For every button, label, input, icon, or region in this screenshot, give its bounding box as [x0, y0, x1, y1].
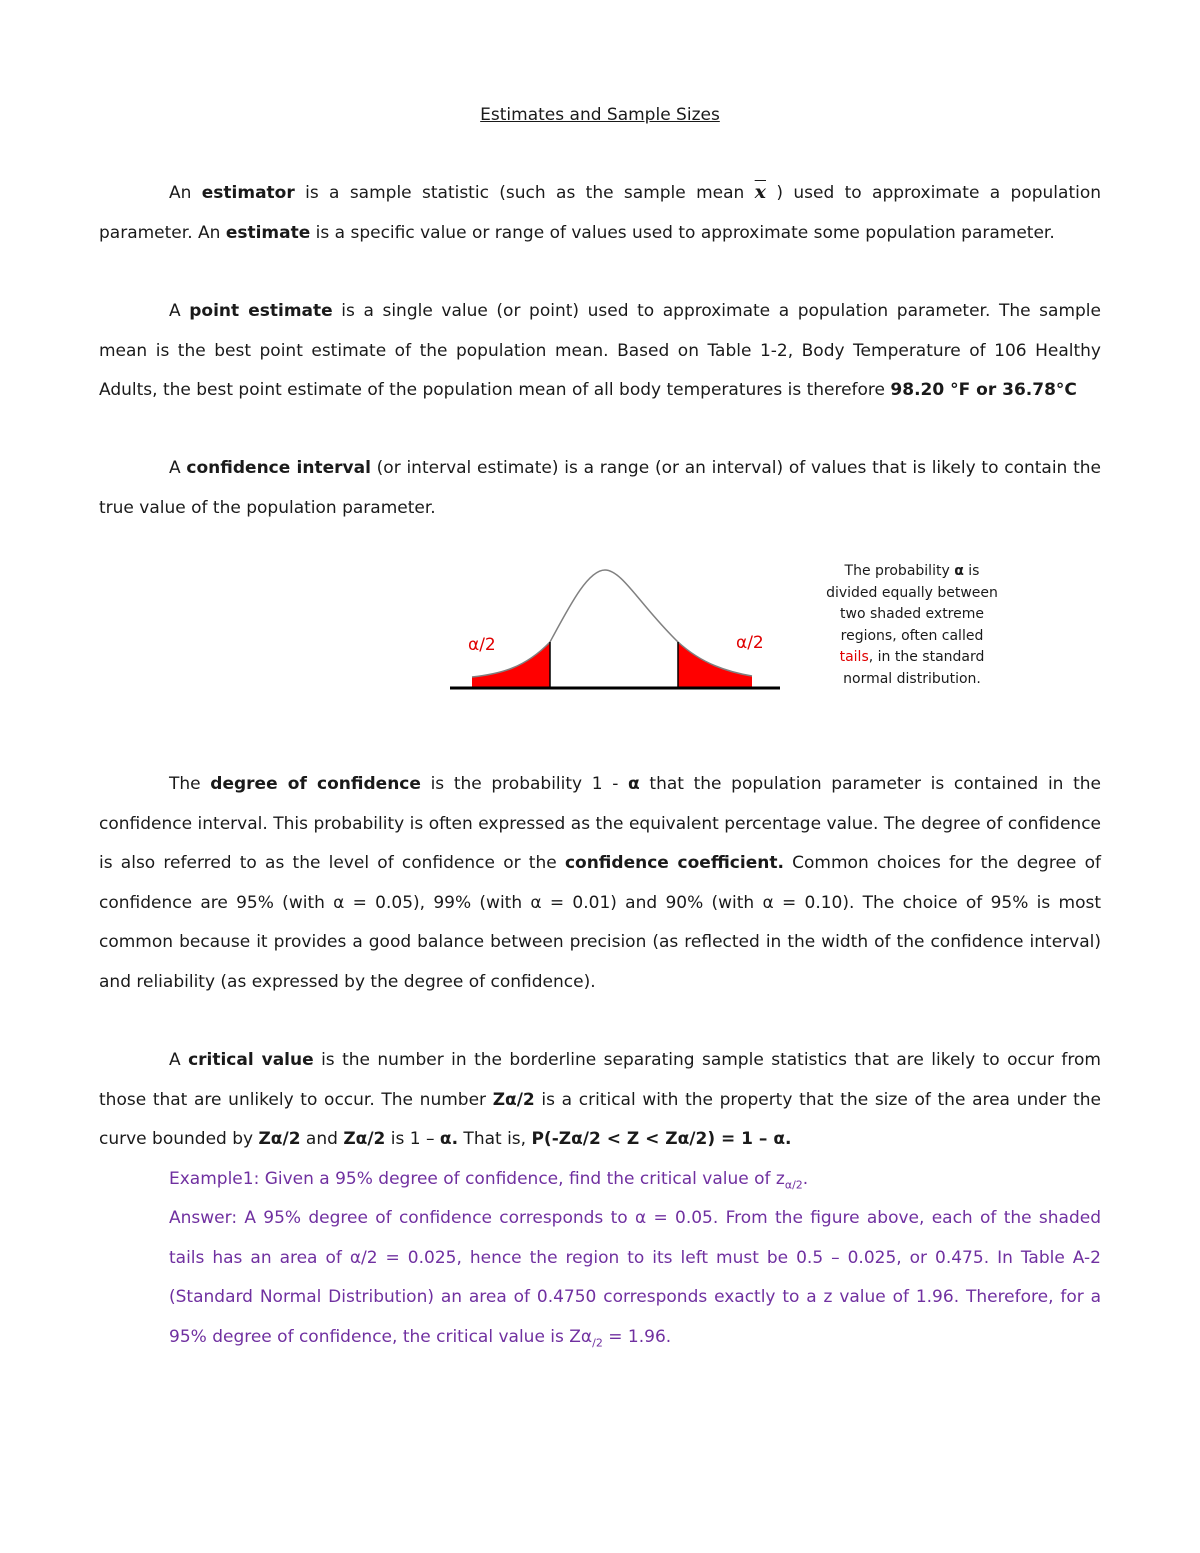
subscript: /2 — [592, 1335, 603, 1349]
subscript: α/2 — [784, 1178, 803, 1192]
paragraph-point-estimate — [99, 292, 1101, 411]
paragraph-estimator — [99, 173, 1101, 253]
text: . — [802, 1169, 809, 1189]
text: , in the standard normal distribution. — [843, 649, 985, 687]
term-estimator: estimator — [201, 183, 295, 203]
text: is a single value (or point) used to approximate a population parameter. The sample mean is the best point estimate of the population mean. Based on Table 1-2, Body Temperature of 106 Healthy Adults, the best point estimate of the population mean of all body temperatures is therefore — [99, 301, 1101, 400]
text: is the number in the borderline separating sample statistics that are likely to occur from those that are unlikely to occur. The number — [99, 1050, 1101, 1110]
bell-curve — [472, 570, 752, 677]
z-alpha-half: Zα/2 — [492, 1089, 535, 1110]
text: is 1 – — [385, 1129, 440, 1149]
text: is a specific value or range of values used to approximate some population parameter. — [310, 222, 1055, 243]
alpha-symbol: α. — [439, 1129, 459, 1149]
text: The — [169, 774, 211, 794]
term-point-estimate: point estimate — [189, 301, 333, 321]
text: The probability — [844, 563, 955, 579]
figure-caption — [822, 561, 1002, 690]
text: is a critical with the property that the size of the area under the curve bounded by — [99, 1089, 1101, 1149]
normal-distribution-figure — [440, 560, 790, 700]
z-alpha-half: Zα/2 — [258, 1129, 301, 1149]
paragraph-critical-value — [99, 1041, 1101, 1160]
term-estimate: estimate — [225, 222, 311, 243]
text: A — [169, 458, 187, 478]
text: that the population parameter is contained in the confidence interval. This probability is often expressed as the equivalent percentage value. The degree of confidence is also referred to as the level of confidence or the — [99, 774, 1102, 873]
probability-formula: P(-Zα/2 < Z < Zα/2) = 1 – α. — [531, 1129, 792, 1149]
text: is divided equally between two shaded extreme regions, often called — [826, 563, 998, 644]
example-answer — [169, 1199, 1101, 1362]
term-confidence-interval: confidence interval — [186, 458, 371, 478]
paragraph-confidence-interval — [99, 449, 1101, 528]
term-confidence-coefficient: confidence coefficient. — [564, 853, 784, 873]
text: Common choices for the degree of confidence are 95% (with α = 0.05), 99% (with α = 0.01) and 90% (with α = 0.10). The choice of 95% is most common because it provides a good balance between precision (as reflected in the width of the confidence interval) and reliability (as expressed by the degree of confidence). — [99, 853, 1101, 992]
text: Example1: Given a 95% degree of confidence, find the critical value of z — [169, 1169, 785, 1189]
term-degree-of-confidence: degree of confidence — [210, 774, 421, 794]
z-alpha-half: Zα/2 — [343, 1129, 386, 1149]
left-alpha-label: α/2 — [468, 635, 496, 655]
sample-mean-symbol: $\overline{x}$ — [754, 181, 766, 203]
text: A — [169, 301, 190, 321]
term-tails: tails — [839, 649, 869, 665]
text: An — [169, 183, 202, 203]
temperature-value: 98.20 °F or 36.78°C — [890, 380, 1077, 400]
text: = 1.96. — [602, 1326, 672, 1347]
alpha-symbol: α — [954, 563, 964, 579]
text: That is, — [458, 1129, 532, 1149]
paragraph-degree-of-confidence — [99, 765, 1101, 1002]
text: Answer: A 95% degree of confidence corresponds to α = 0.05. From the figure above, each of the shaded tails has an area of α/2 = 0.025, hence the region to its left must be 0.5 – 0.025, or 0.475. In Table A-2 (Standard Normal Distribution) an area of 0.4750 corresponds exactly to a z value of 1.96. Therefore, for a 95% degree of confidence, the critical value is Zα — [169, 1208, 1101, 1347]
term-critical-value: critical value — [188, 1050, 314, 1070]
right-alpha-label: α/2 — [736, 633, 764, 653]
alpha-symbol: α — [628, 774, 640, 794]
text: and — [300, 1129, 344, 1149]
text: is the probability 1 - — [420, 774, 629, 794]
text: A — [169, 1050, 189, 1070]
text: is a sample statistic (such as the sample mean — [294, 183, 755, 203]
text: (or interval estimate) is a range (or an interval) of values that is likely to contain the true value of the population parameter. — [99, 458, 1101, 518]
page-title: Estimates and Sample Sizes — [480, 105, 720, 125]
text: ) used to approximate a population parameter. An — [99, 183, 1102, 243]
